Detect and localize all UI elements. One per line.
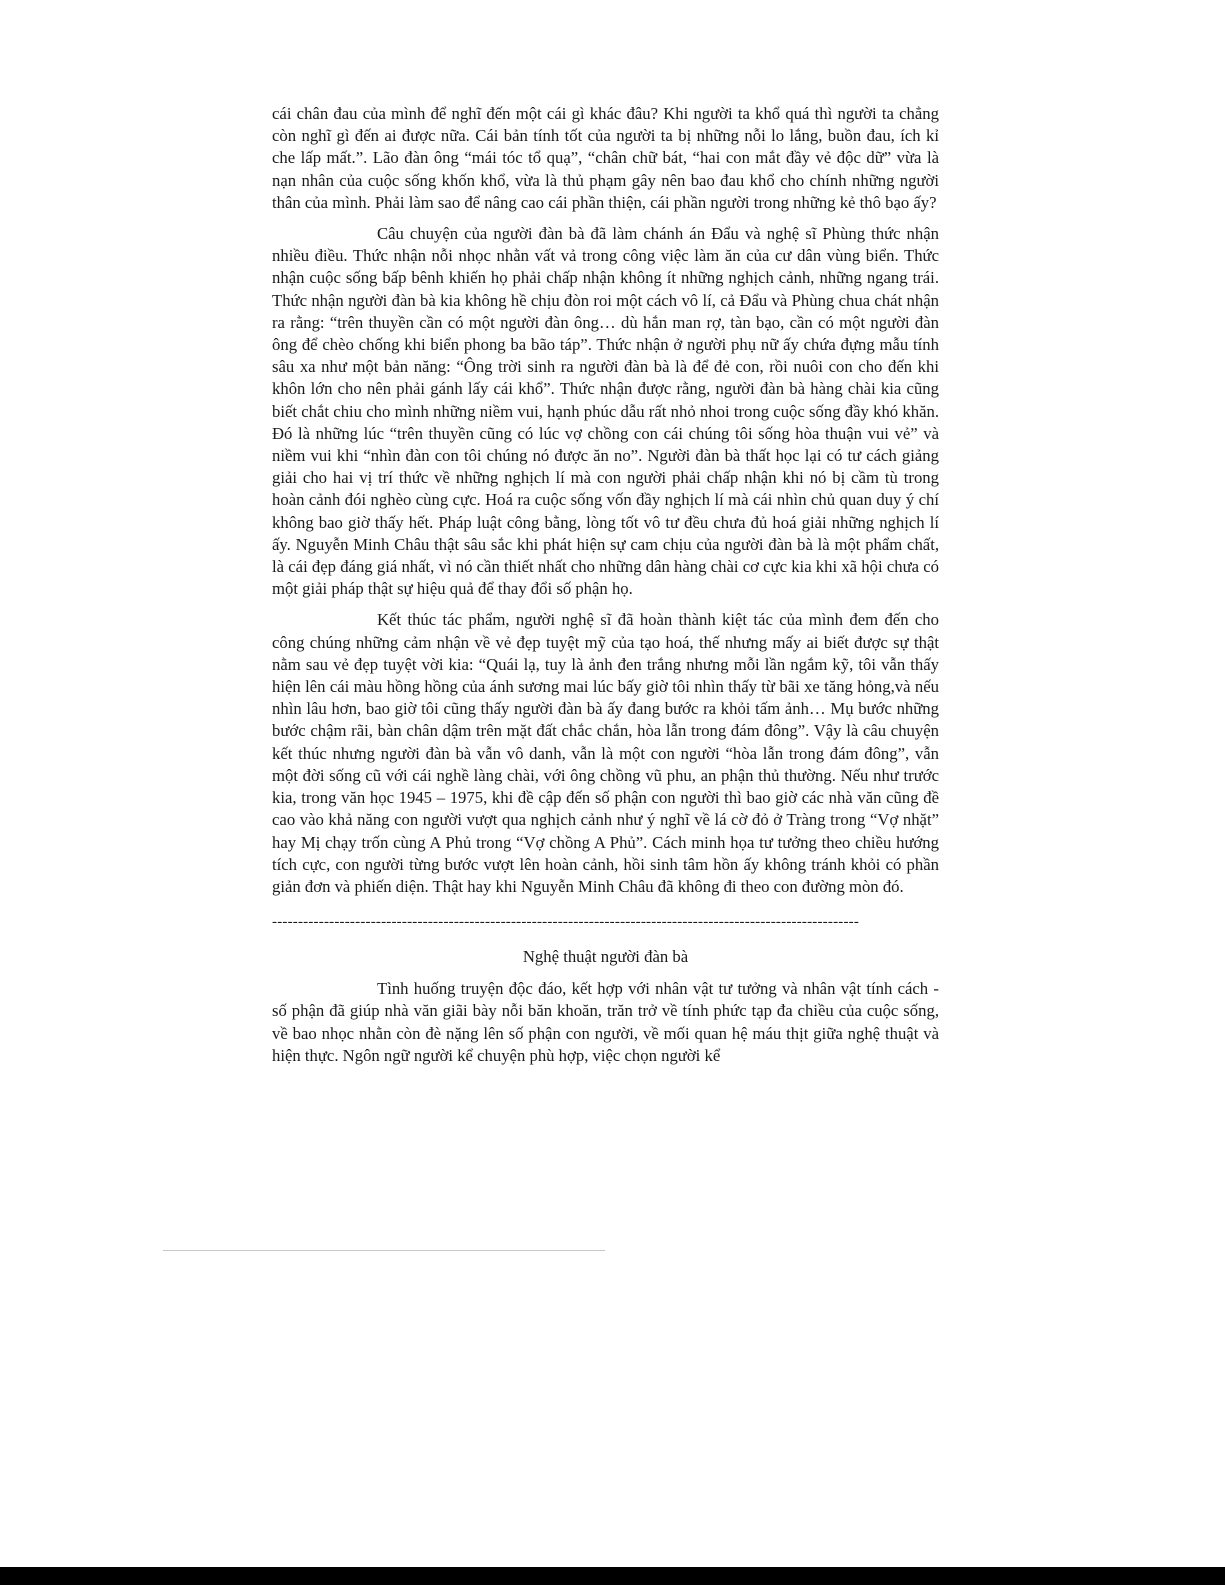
- body-paragraph: Tình huống truyện độc đáo, kết hợp với nhân vật tư tưởng và nhân vật tính cách - số phận đã giúp nhà văn giãi bày nỗi băn khoăn, trăn trở về tính phức tạp đa chiều của cuộc sống, về bao nhọc nhằn còn đè nặng lên số phận con người, về mối quan hệ máu thịt giữa nghệ thuật và hiện thực. Ngôn ngữ người kể chuyện phù hợp, việc chọn người kể: [272, 979, 939, 1065]
- footnote-divider: [163, 1250, 605, 1251]
- document-page: [272, 103, 939, 1067]
- body-paragraph: Kết thúc tác phẩm, người nghệ sĩ đã hoàn thành kiệt tác của mình đem đến cho công chúng những cảm nhận về vẻ đẹp tuyệt mỹ của tạo hoá, thế nhưng mấy ai biết được sự thật nằm sau vẻ đẹp tuyệt vời kia: “Quái lạ, tuy là ảnh đen trắng nhưng mỗi lần ngắm kỹ, tôi vẫn thấy hiện lên cái màu hồng hồng của ánh sương mai lúc bấy giờ tôi nhìn thấy từ bãi xe tăng hỏng,và nếu nhìn lâu hơn, bao giờ tôi cũng thấy người đàn bà ấy đang bước ra khỏi tấm ảnh… Mụ bước những bước chậm rãi, bàn chân dậm trên mặt đất chắc chắn, hòa lẫn trong đám đông”. Vậy là câu chuyện kết thúc nhưng người đàn bà vẫn vô danh, vẫn là một con người “hòa lẫn trong đám đông”, vẫn một đời sống cũ với cái nghề làng chài, với ông chồng vũ phu, an phận thủ thường. Nếu như trước kia, trong văn học 1945 – 1975, khi đề cập đến số phận con người thì bao giờ các nhà văn cũng đề cao vào khả năng con người vượt qua nghịch cảnh như ý nghĩ về lá cờ đỏ ở Tràng trong “Vợ nhặt” hay Mị chạy trốn cùng A Phủ trong “Vợ chồng A Phủ”. Cách minh họa tư tưởng theo chiều hướng tích cực, con người từng bước vượt lên hoàn cảnh, hồi sinh tâm hồn ấy không tránh khỏi có phần giản đơn và phiến diện. Thật hay khi Nguyễn Minh Châu đã không đi theo con đường mòn đó.: [272, 610, 939, 896]
- section-heading: Nghệ thuật người đàn bà: [522, 947, 689, 967]
- body-paragraph: cái chân đau của mình để nghĩ đến một cái gì khác đâu? Khi người ta khổ quá thì người ta chẳng còn nghĩ gì đến ai được nữa. Cái bản tính tốt của người ta bị những nỗi lo lắng, buồn đau, ích kỉ che lấp mất.”. Lão đàn ông “mái tóc tổ quạ”, “chân chữ bát, “hai con mắt đầy vẻ độc dữ” vừa là nạn nhân của cuộc sống khốn khổ, vừa là thủ phạm gây nên bao đau khổ cho chính những người thân của mình. Phải làm sao để nâng cao cái phần thiện, cái phần người trong những kẻ thô bạo ấy?: [272, 104, 939, 212]
- body-paragraph: Câu chuyện của người đàn bà đã làm chánh án Đẩu và nghệ sĩ Phùng thức nhận nhiều điều. Thức nhận nỗi nhọc nhằn vất vả trong công việc làm ăn của cư dân vùng biển. Thức nhận cuộc sống bấp bênh khiến họ phải chấp nhận không ít những nghịch cảnh, những ngang trái. Thức nhận người đàn bà kia không hề chịu đòn roi một cách vô lí, cả Đẩu và Phùng chua chát nhận ra rằng: “trên thuyền cần có một người đàn ông… dù hắn man rợ, tàn bạo, cần có một người đàn ông để chèo chống khi biển phong ba bão táp”. Thức nhận ở người phụ nữ ấy chứa đựng mẫu tính sâu xa như một bản năng: “Ông trời sinh ra người đàn bà là để đẻ con, rồi nuôi con cho đến khi khôn lớn cho nên phải gánh lấy cái khổ”. Thức nhận được rằng, người đàn bà hàng chài kia cũng biết chắt chiu cho mình những niềm vui, hạnh phúc dẫu rất nhỏ nhoi trong cuộc sống đầy khó khăn. Đó là những lúc “trên thuyền cũng có lúc vợ chồng con cái chúng tôi sống hòa thuận vui vẻ” và niềm vui khi “nhìn đàn con tôi chúng nó được ăn no”. Người đàn bà thất học lại có tư cách giảng giải cho hai vị trí thức về những nghịch lí mà con người phải chấp nhận khi nó bị cầm tù trong hoàn cảnh đói nghèo cùng cực. Hoá ra cuộc sống vốn đầy nghịch lí mà cái nhìn chủ quan duy ý chí không bao giờ thấy hết. Pháp luật công bằng, lòng tốt vô tư đều chưa đủ hoá giải những nghịch lí ấy. Nguyễn Minh Châu thật sâu sắc khi phát hiện sự cam chịu của người đàn bà là một phẩm chất, là cái đẹp đáng giá nhất, vì nó cần thiết nhất cho những dân hàng chài cơ cực kia khi xã hội chưa có một giải pháp thật sự hiệu quả để thay đổi số phận họ.: [272, 224, 939, 599]
- bottom-edge-bar: [0, 1567, 1225, 1585]
- dashed-separator: -----------------------------------------------------------------------------------------------------------------: [272, 914, 860, 931]
